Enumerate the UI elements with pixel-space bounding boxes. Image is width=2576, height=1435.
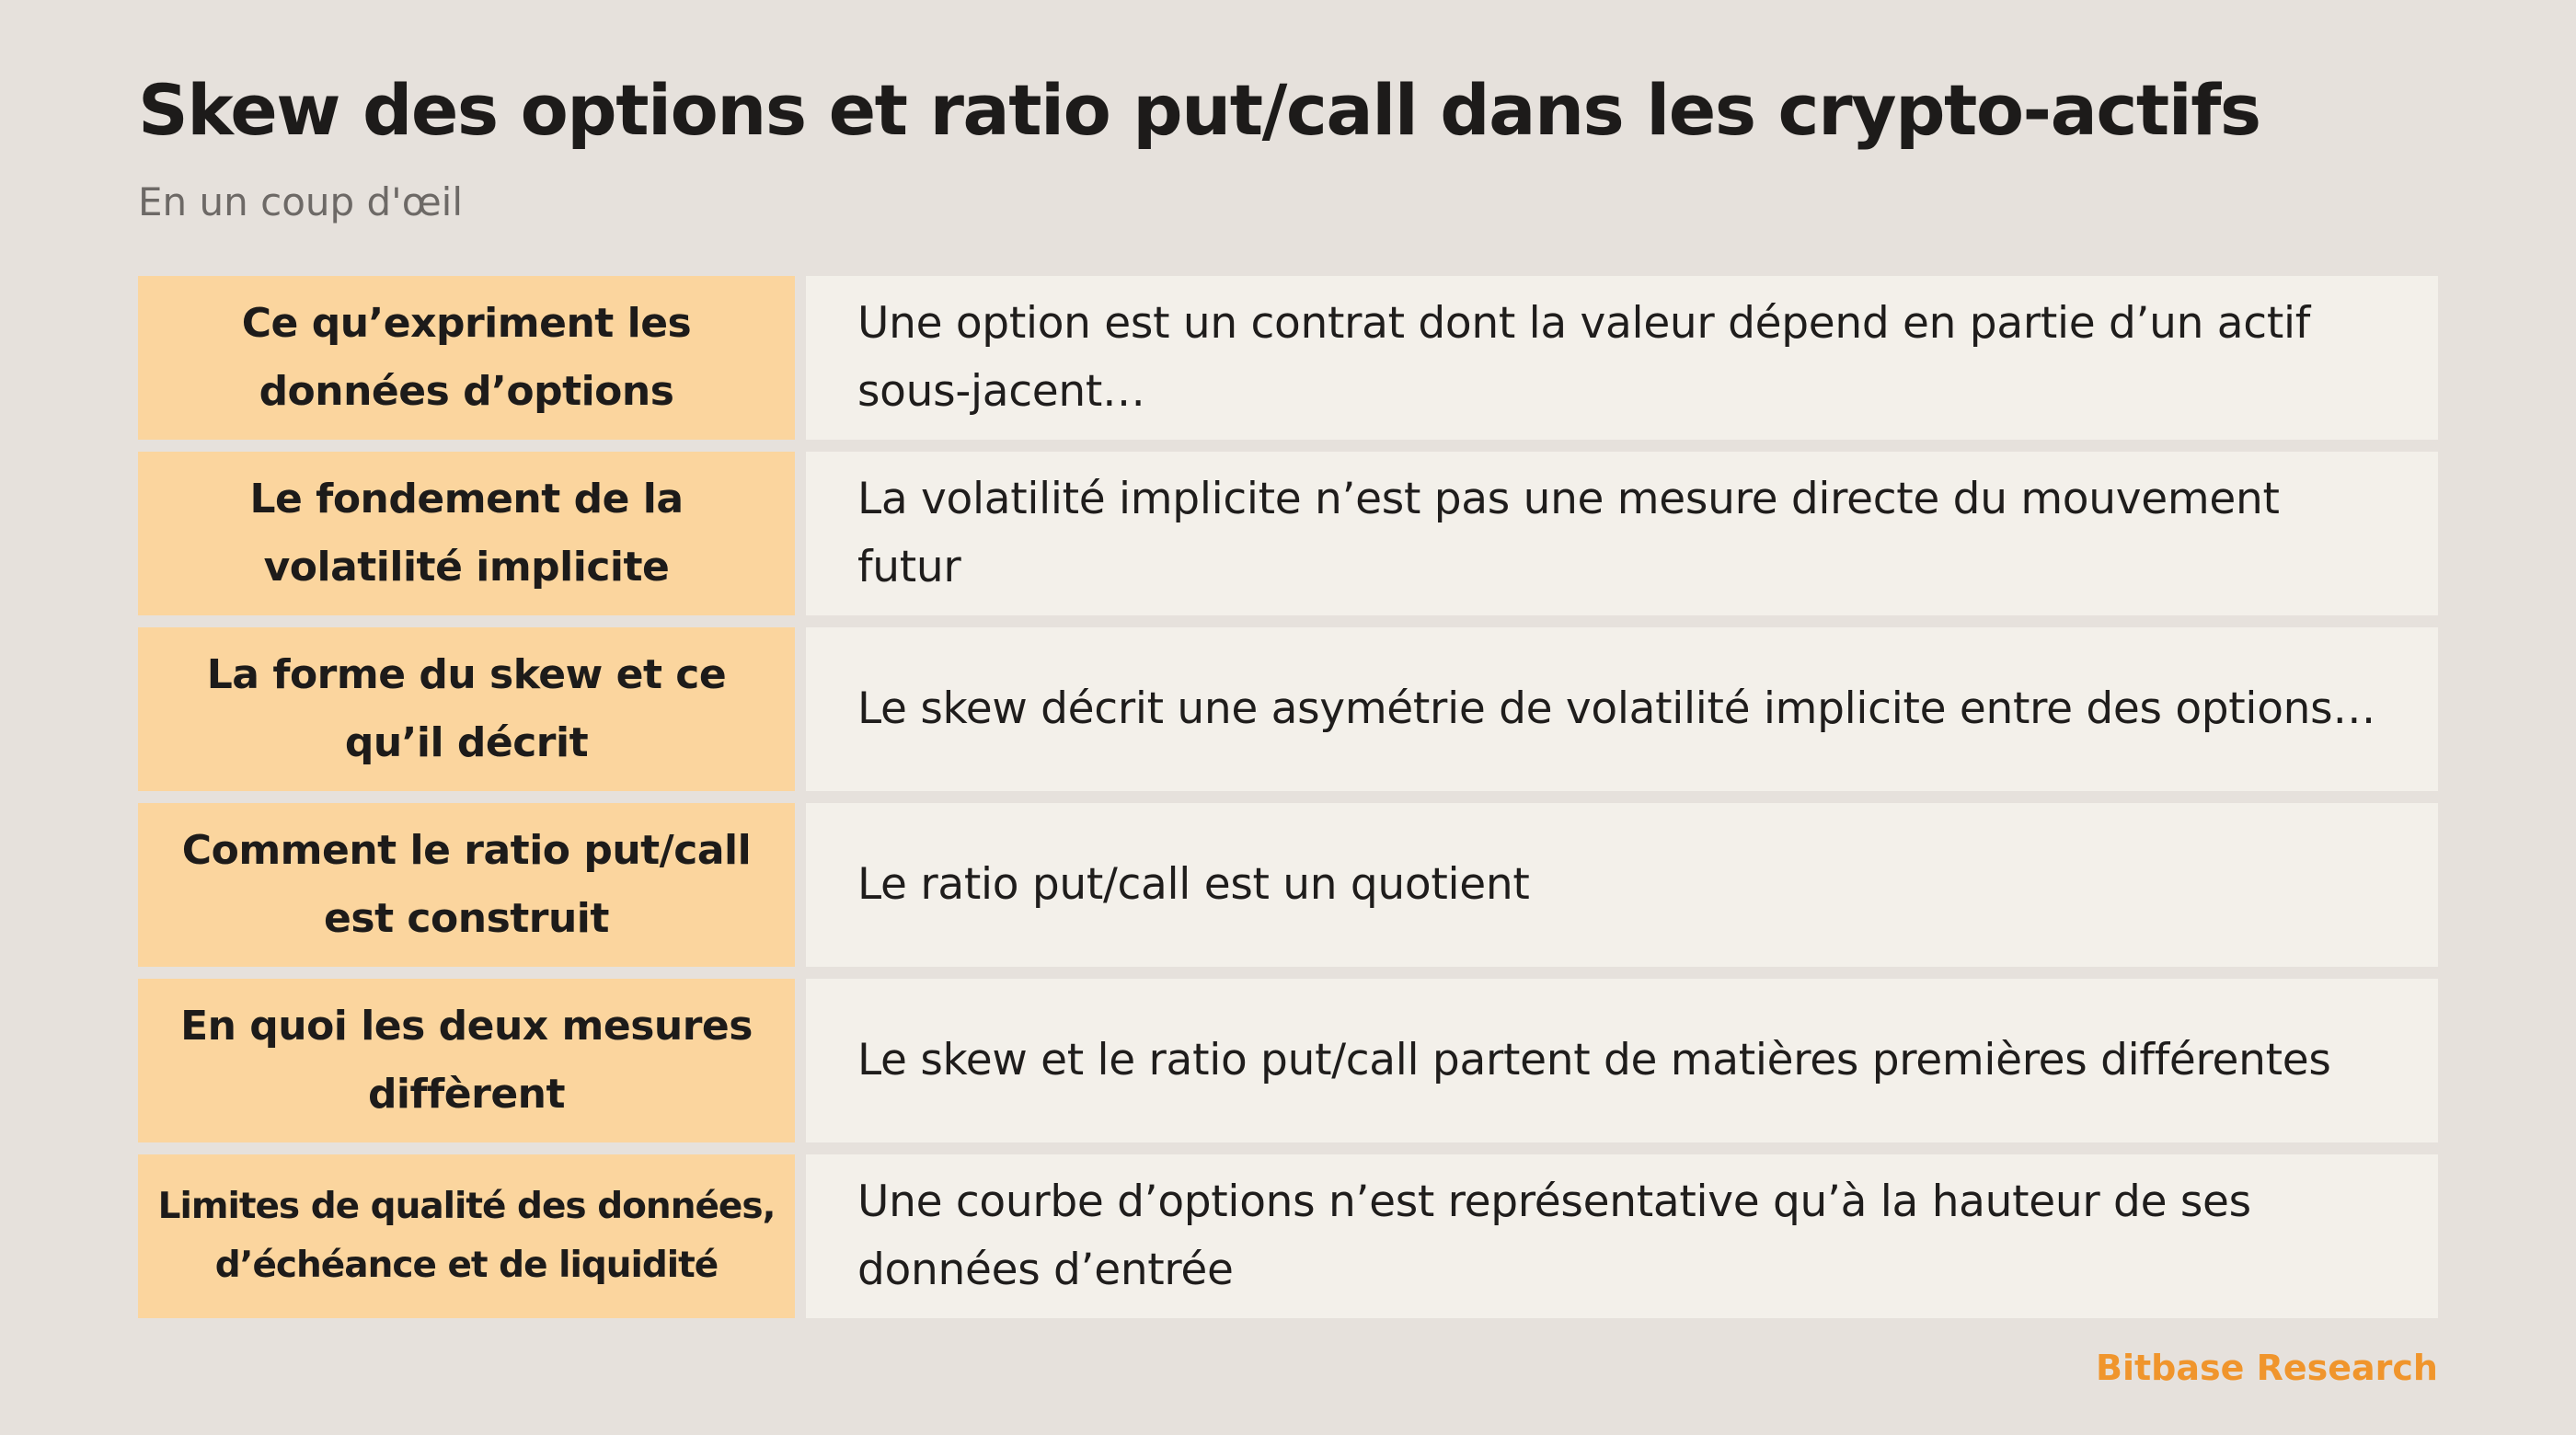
row-value: Le skew décrit une asymétrie de volatilité implicite entre des options… [806, 627, 2438, 791]
row-value: Le skew et le ratio put/call partent de matières premières différentes [806, 979, 2438, 1142]
row-label: Limites de qualité des données, d’échéance et de liquidité [138, 1154, 795, 1318]
table-row [138, 979, 2438, 1142]
row-value: Une courbe d’options n’est représentative qu’à la hauteur de ses données d’entrée [806, 1154, 2438, 1318]
table-row [138, 1154, 2438, 1318]
page-subtitle: En un coup d'œil [138, 179, 464, 224]
row-value: La volatilité implicite n’est pas une mesure directe du mouvement futur [806, 452, 2438, 615]
summary-table [138, 276, 2438, 1318]
table-row [138, 452, 2438, 615]
row-label: En quoi les deux mesures diffèrent [138, 979, 795, 1142]
page-title: Skew des options et ratio put/call dans les crypto-actifs [138, 69, 2260, 151]
table-row [138, 627, 2438, 791]
row-label: Comment le ratio put/call est construit [138, 803, 795, 967]
row-label: Le fondement de la volatilité implicite [138, 452, 795, 615]
row-value: Le ratio put/call est un quotient [806, 803, 2438, 967]
brand-footer: Bitbase Research [2095, 1348, 2438, 1388]
row-label: La forme du skew et ce qu’il décrit [138, 627, 795, 791]
row-value: Une option est un contrat dont la valeur dépend en partie d’un actif sous-jacent… [806, 276, 2438, 440]
table-row [138, 276, 2438, 440]
row-label: Ce qu’expriment les données d’options [138, 276, 795, 440]
table-row [138, 803, 2438, 967]
